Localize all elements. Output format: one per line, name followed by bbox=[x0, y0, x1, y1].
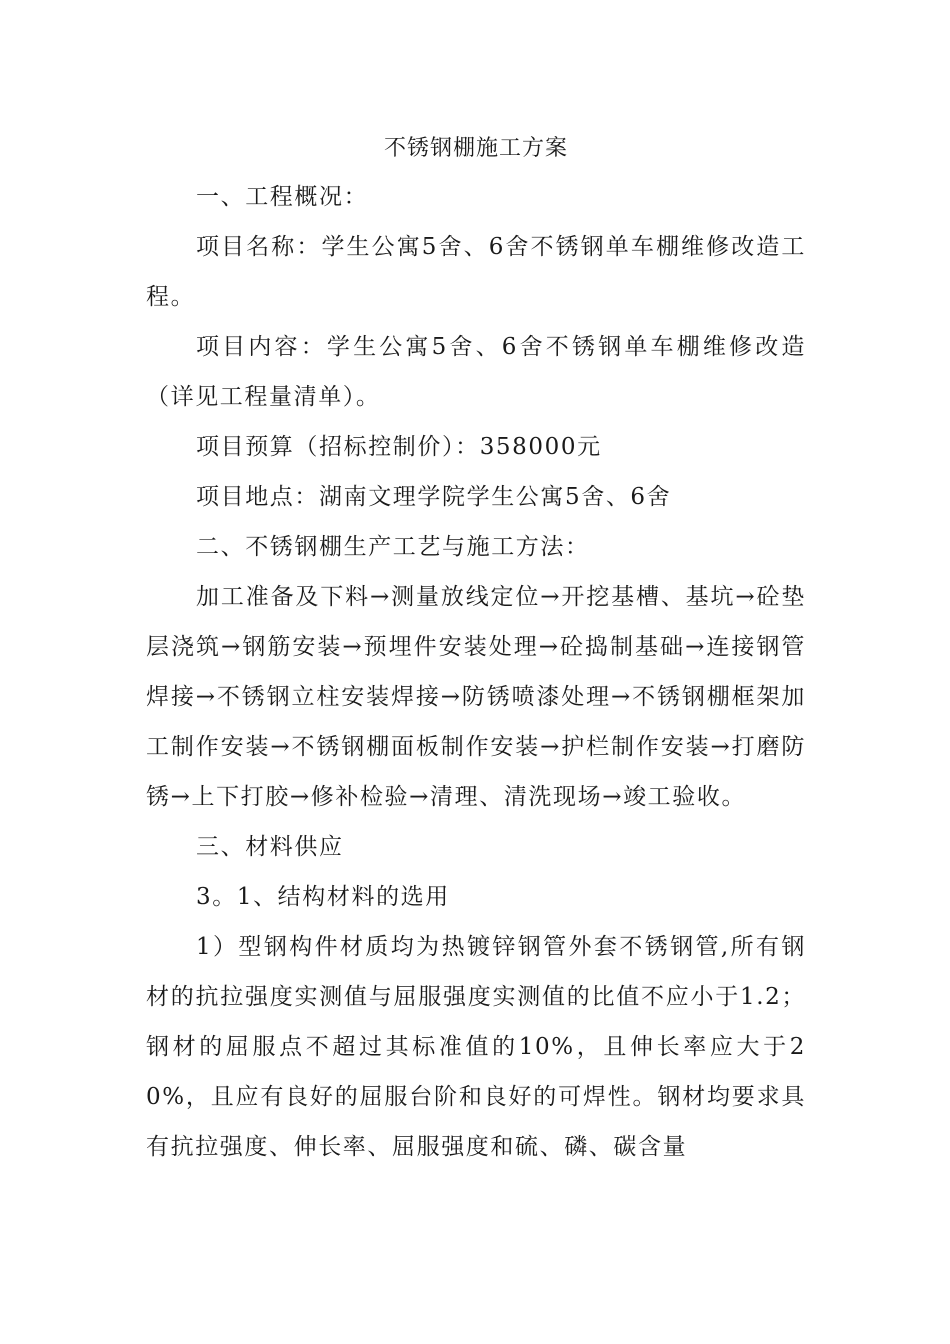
project-budget-paragraph: 项目预算（招标控制价）：358000元 bbox=[196, 434, 602, 460]
project-name-paragraph: 项目名称：学生公寓5舍、6舍不锈钢单车棚维修改造工程。 bbox=[146, 234, 806, 310]
material-item-1-paragraph: 1）型钢构件材质均为热镀锌钢管外套不锈钢管,所有钢材的抗拉强度实测值与屈服强度实测值的比值不应小于1.2；钢材的屈服点不超过其标准值的10%，且伸长率应大于20%，且应有良好的屈服台阶和良好的可焊性。钢材均要求具有抗拉强度、伸长率、屈服强度和硫、磷、碳含量 bbox=[146, 934, 806, 1160]
section-heading-materials: 三、材料供应 bbox=[196, 834, 344, 860]
process-flow-paragraph: 加工准备及下料→测量放线定位→开挖基槽、基坑→砼垫层浇筑→钢筋安装→预埋件安装处理→砼捣制基础→连接钢管焊接→不锈钢立柱安装焊接→防锈喷漆处理→不锈钢棚框架加工制作安装→不锈钢棚面板制作安装→护栏制作安装→打磨防锈→上下打胶→修补检验→清理、清洗现场→竣工验收。 bbox=[146, 584, 806, 810]
section-heading-process: 二、不锈钢棚生产工艺与施工方法： bbox=[196, 534, 590, 560]
subsection-heading-structural-materials: 3。1、结构材料的选用 bbox=[196, 884, 450, 910]
document-body bbox=[146, 126, 806, 1172]
project-content-paragraph: 项目内容：学生公寓5舍、6舍不锈钢单车棚维修改造（详见工程量清单）。 bbox=[146, 334, 806, 410]
project-location-paragraph: 项目地点：湖南文理学院学生公寓5舍、6舍 bbox=[196, 484, 672, 510]
document-title: 不锈钢棚施工方案 bbox=[383, 136, 568, 161]
section-heading-overview: 一、工程概况： bbox=[196, 184, 369, 210]
